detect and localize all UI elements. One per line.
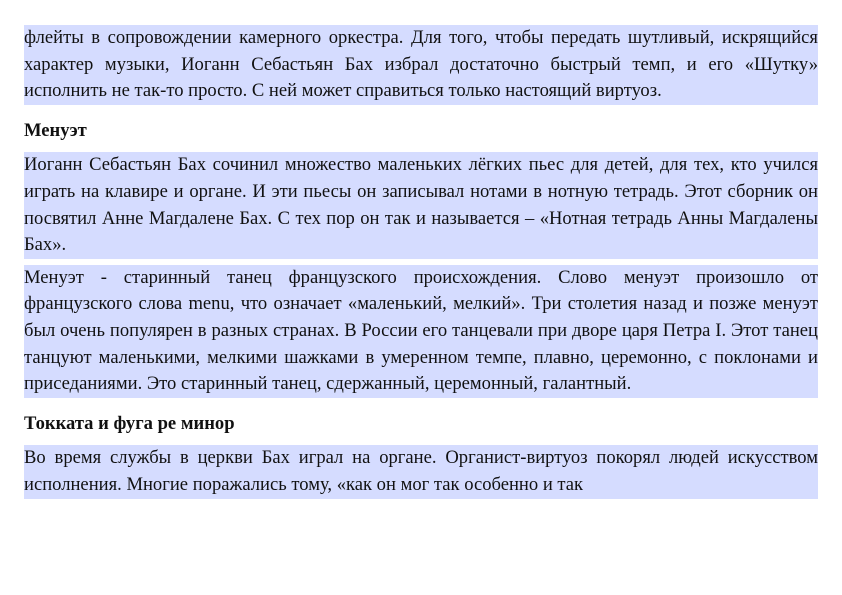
minuet-paragraph-1: Иоганн Себастьян Бах сочинил множество маленьких лёгких пьес для детей, для тех, кто учился играть на клавире и органе. И эти пьесы он записывал нотами в нотную тетрадь. Этот сборник он посвятил Анне Магдалене Бах. С тех пор он так и называется – «Нотная тетрадь Анны Магдалены Бах».: [24, 152, 818, 258]
minuet-paragraph-2: Менуэт - старинный танец французского происхождения. Слово менуэт произошло от французского слова menu, что означает «маленький, мелкий». Три столетия назад и позже менуэт был очень популярен в разных странах. В России его танцевали при дворе царя Петра I. Этот танец танцуют маленькими, мелкими шажками в умеренном темпе, плавно, церемонно, с поклонами и приседаниями. Это старинный танец, сдержанный, церемонный, галантный.: [24, 265, 818, 398]
toccata-paragraph-1: Во время службы в церкви Бах играл на органе. Органист-виртуоз покорял людей искусством исполнения. Многие поражались тому, «как он мог так особенно и так: [24, 445, 818, 498]
document-page: [24, 25, 818, 499]
intro-paragraph: флейты в сопровождении камерного оркестра. Для того, чтобы передать шутливый, искрящийся характер музыки, Иоганн Себастьян Бах избрал достаточно быстрый темп, и его «Шутку» исполнить не так-то просто. С ней может справиться только настоящий виртуоз.: [24, 25, 818, 105]
section-heading-toccata: Токката и фуга ре минор: [24, 412, 235, 434]
section-heading-minuet: Менуэт: [24, 119, 87, 141]
